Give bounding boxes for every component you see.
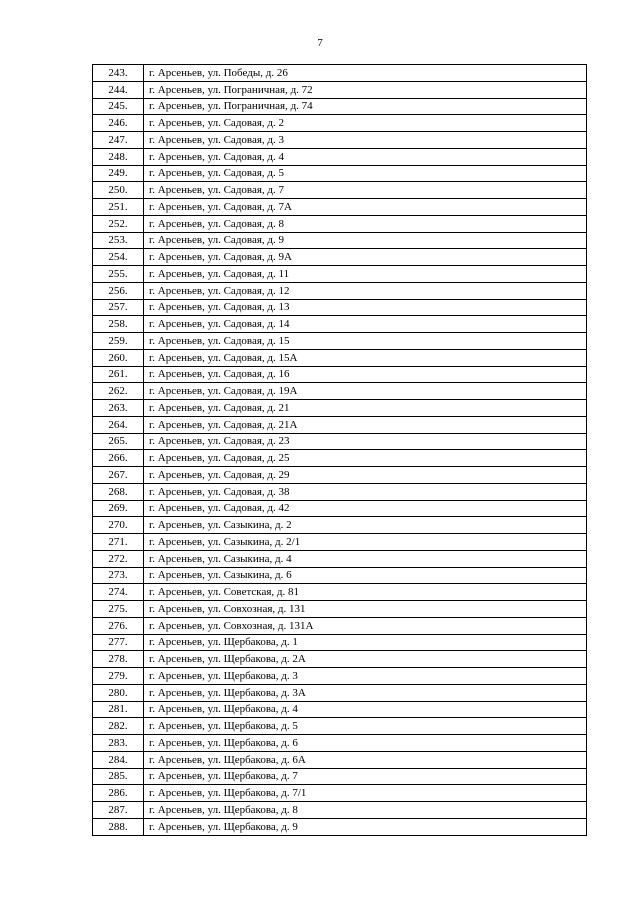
table-row: [93, 467, 587, 484]
row-address: г. Арсеньев, ул. Садовая, д. 21: [144, 400, 587, 417]
row-number: 251.: [93, 199, 144, 216]
row-address: г. Арсеньев, ул. Щербакова, д. 5: [144, 718, 587, 735]
row-number: 285.: [93, 768, 144, 785]
row-number: 265.: [93, 433, 144, 450]
row-address: г. Арсеньев, ул. Садовая, д. 9А: [144, 249, 587, 266]
row-address: г. Арсеньев, ул. Щербакова, д. 8: [144, 802, 587, 819]
row-number: 250.: [93, 182, 144, 199]
page-number: 7: [317, 37, 323, 49]
row-address: г. Арсеньев, ул. Щербакова, д. 6: [144, 735, 587, 752]
table-row: [93, 684, 587, 701]
table-row: [93, 651, 587, 668]
table-row: [93, 802, 587, 819]
row-number: 279.: [93, 668, 144, 685]
row-address: г. Арсеньев, ул. Садовая, д. 8: [144, 215, 587, 232]
table-row: [93, 199, 587, 216]
table-row: [93, 383, 587, 400]
row-address: г. Арсеньев, ул. Пограничная, д. 74: [144, 98, 587, 115]
row-number: 271.: [93, 534, 144, 551]
row-address: г. Арсеньев, ул. Садовая, д. 21А: [144, 416, 587, 433]
table-row: [93, 483, 587, 500]
table-row: [93, 400, 587, 417]
row-address: г. Арсеньев, ул. Садовая, д. 13: [144, 299, 587, 316]
table-row: [93, 701, 587, 718]
row-number: 249.: [93, 165, 144, 182]
row-number: 261.: [93, 366, 144, 383]
row-address: г. Арсеньев, ул. Садовая, д. 25: [144, 450, 587, 467]
row-address: г. Арсеньев, ул. Садовая, д. 16: [144, 366, 587, 383]
row-number: 280.: [93, 684, 144, 701]
table-row: [93, 500, 587, 517]
table-row: [93, 584, 587, 601]
table-row: [93, 215, 587, 232]
row-address: г. Арсеньев, ул. Совхозная, д. 131А: [144, 617, 587, 634]
row-number: 263.: [93, 400, 144, 417]
row-number: 284.: [93, 751, 144, 768]
row-number: 246.: [93, 115, 144, 132]
table-row: [93, 132, 587, 149]
table-row: [93, 735, 587, 752]
row-address: г. Арсеньев, ул. Садовая, д. 9: [144, 232, 587, 249]
row-address: г. Арсеньев, ул. Щербакова, д. 3А: [144, 684, 587, 701]
row-number: 243.: [93, 65, 144, 82]
table-row: [93, 282, 587, 299]
row-address: г. Арсеньев, ул. Щербакова, д. 9: [144, 818, 587, 835]
row-address: г. Арсеньев, ул. Садовая, д. 15: [144, 333, 587, 350]
address-table-body: [93, 65, 587, 836]
row-address: г. Арсеньев, ул. Победы, д. 26: [144, 65, 587, 82]
row-address: г. Арсеньев, ул. Садовая, д. 14: [144, 316, 587, 333]
row-number: 264.: [93, 416, 144, 433]
row-address: г. Арсеньев, ул. Садовая, д. 4: [144, 148, 587, 165]
address-table: [92, 64, 587, 836]
table-row: [93, 115, 587, 132]
row-address: г. Арсеньев, ул. Садовая, д. 23: [144, 433, 587, 450]
row-number: 244.: [93, 81, 144, 98]
row-address: г. Арсеньев, ул. Садовая, д. 12: [144, 282, 587, 299]
row-number: 267.: [93, 467, 144, 484]
row-address: г. Арсеньев, ул. Садовая, д. 15А: [144, 349, 587, 366]
table-row: [93, 416, 587, 433]
table-row: [93, 182, 587, 199]
table-row: [93, 333, 587, 350]
row-address: г. Арсеньев, ул. Садовая, д. 42: [144, 500, 587, 517]
table-row: [93, 366, 587, 383]
table-row: [93, 768, 587, 785]
row-address: г. Арсеньев, ул. Сазыкина, д. 2: [144, 517, 587, 534]
row-number: 257.: [93, 299, 144, 316]
row-address: г. Арсеньев, ул. Пограничная, д. 72: [144, 81, 587, 98]
table-row: [93, 668, 587, 685]
table-row: [93, 450, 587, 467]
row-number: 272.: [93, 550, 144, 567]
row-number: 278.: [93, 651, 144, 668]
table-row: [93, 81, 587, 98]
table-row: [93, 718, 587, 735]
row-number: 260.: [93, 349, 144, 366]
row-address: г. Арсеньев, ул. Садовая, д. 11: [144, 266, 587, 283]
row-number: 281.: [93, 701, 144, 718]
row-number: 286.: [93, 785, 144, 802]
row-number: 274.: [93, 584, 144, 601]
table-row: [93, 601, 587, 618]
row-number: 248.: [93, 148, 144, 165]
row-number: 277.: [93, 634, 144, 651]
row-address: г. Арсеньев, ул. Щербакова, д. 3: [144, 668, 587, 685]
table-row: [93, 751, 587, 768]
row-address: г. Арсеньев, ул. Совхозная, д. 131: [144, 601, 587, 618]
row-number: 283.: [93, 735, 144, 752]
row-address: г. Арсеньев, ул. Садовая, д. 3: [144, 132, 587, 149]
row-number: 259.: [93, 333, 144, 350]
row-address: г. Арсеньев, ул. Советская, д. 81: [144, 584, 587, 601]
row-address: г. Арсеньев, ул. Садовая, д. 7А: [144, 199, 587, 216]
row-address: г. Арсеньев, ул. Щербакова, д. 1: [144, 634, 587, 651]
table-row: [93, 65, 587, 82]
table-row: [93, 316, 587, 333]
row-address: г. Арсеньев, ул. Садовая, д. 19А: [144, 383, 587, 400]
row-number: 270.: [93, 517, 144, 534]
row-address: г. Арсеньев, ул. Щербакова, д. 2А: [144, 651, 587, 668]
row-number: 247.: [93, 132, 144, 149]
row-number: 262.: [93, 383, 144, 400]
row-number: 273.: [93, 567, 144, 584]
table-row: [93, 165, 587, 182]
row-address: г. Арсеньев, ул. Садовая, д. 38: [144, 483, 587, 500]
row-number: 256.: [93, 282, 144, 299]
table-row: [93, 98, 587, 115]
row-number: 245.: [93, 98, 144, 115]
row-address: г. Арсеньев, ул. Садовая, д. 29: [144, 467, 587, 484]
row-address: г. Арсеньев, ул. Щербакова, д. 7/1: [144, 785, 587, 802]
row-address: г. Арсеньев, ул. Щербакова, д. 7: [144, 768, 587, 785]
row-number: 252.: [93, 215, 144, 232]
row-number: 258.: [93, 316, 144, 333]
row-number: 254.: [93, 249, 144, 266]
row-address: г. Арсеньев, ул. Сазыкина, д. 2/1: [144, 534, 587, 551]
row-number: 276.: [93, 617, 144, 634]
row-number: 275.: [93, 601, 144, 618]
table-row: [93, 534, 587, 551]
row-number: 253.: [93, 232, 144, 249]
row-address: г. Арсеньев, ул. Щербакова, д. 4: [144, 701, 587, 718]
table-row: [93, 517, 587, 534]
table-row: [93, 266, 587, 283]
table-row: [93, 567, 587, 584]
row-address: г. Арсеньев, ул. Садовая, д. 2: [144, 115, 587, 132]
table-row: [93, 249, 587, 266]
table-row: [93, 299, 587, 316]
row-address: г. Арсеньев, ул. Садовая, д. 5: [144, 165, 587, 182]
row-number: 282.: [93, 718, 144, 735]
row-address: г. Арсеньев, ул. Садовая, д. 7: [144, 182, 587, 199]
table-row: [93, 148, 587, 165]
table-row: [93, 785, 587, 802]
row-address: г. Арсеньев, ул. Сазыкина, д. 6: [144, 567, 587, 584]
row-number: 255.: [93, 266, 144, 283]
row-number: 266.: [93, 450, 144, 467]
table-row: [93, 433, 587, 450]
table-row: [93, 634, 587, 651]
row-address: г. Арсеньев, ул. Щербакова, д. 6А: [144, 751, 587, 768]
table-row: [93, 550, 587, 567]
table-row: [93, 818, 587, 835]
table-row: [93, 232, 587, 249]
row-number: 268.: [93, 483, 144, 500]
row-number: 287.: [93, 802, 144, 819]
table-row: [93, 349, 587, 366]
table-row: [93, 617, 587, 634]
row-number: 288.: [93, 818, 144, 835]
row-number: 269.: [93, 500, 144, 517]
row-address: г. Арсеньев, ул. Сазыкина, д. 4: [144, 550, 587, 567]
